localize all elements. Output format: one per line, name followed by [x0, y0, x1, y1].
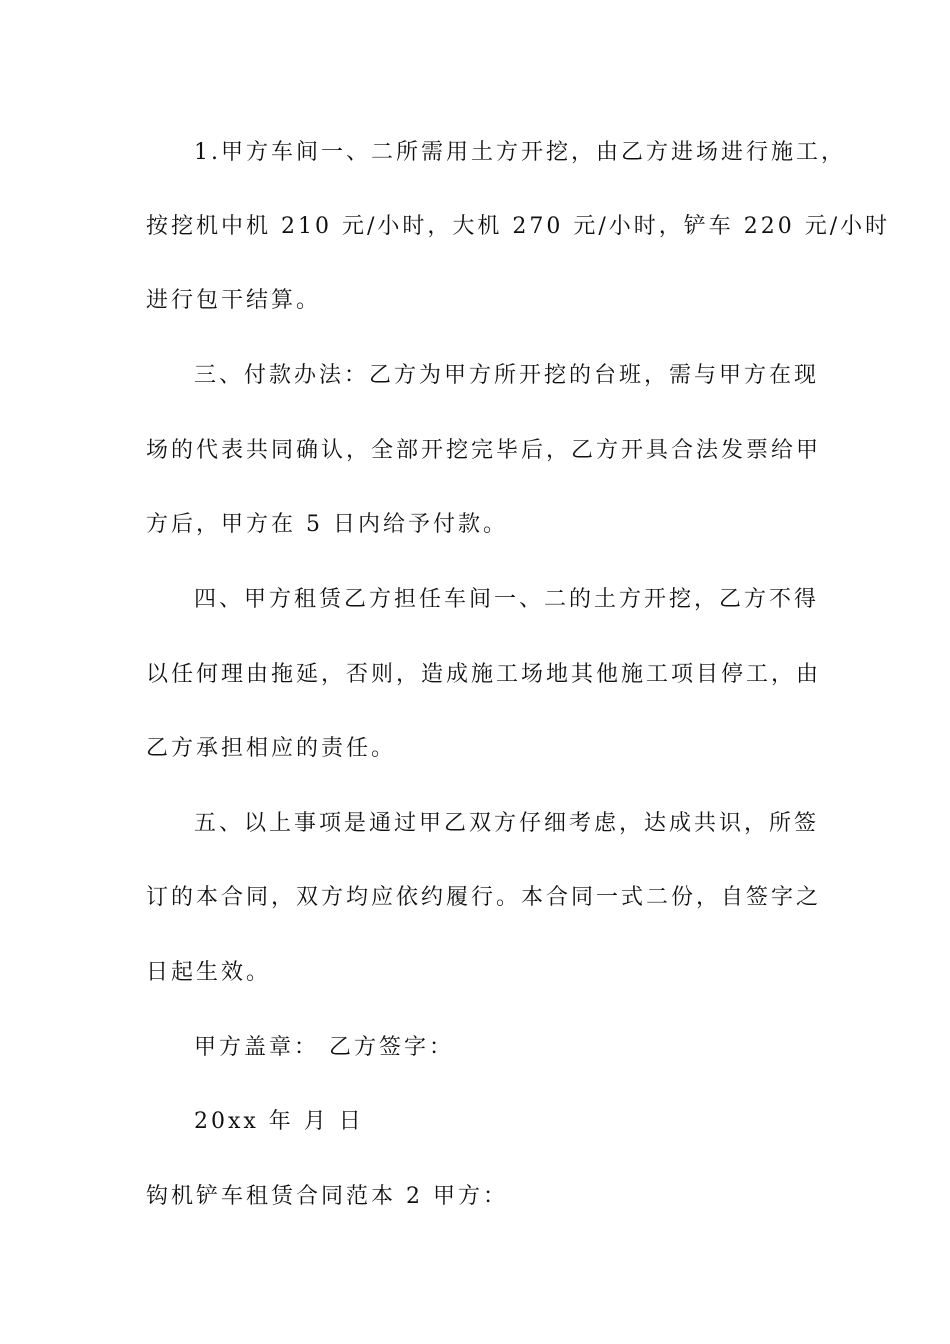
- paragraph-line-11: 订的本合同，双方均应依约履行。本合同一式二份，自签字之: [146, 885, 822, 910]
- paragraph-line-2: 按挖机中机 210 元/小时，大机 270 元/小时，铲车 220 元/小时: [146, 214, 891, 239]
- paragraph-line-6: 方后，甲方在 5 日内给予付款。: [146, 512, 508, 537]
- signature-line: 甲方盖章： 乙方签字：: [194, 1035, 454, 1060]
- paragraph-line-12: 日起生效。: [146, 960, 272, 985]
- contract-title-line: 钩机铲车租赁合同范本 2 甲方：: [146, 1184, 508, 1209]
- paragraph-line-9: 乙方承担相应的责任。: [146, 736, 397, 761]
- paragraph-line-5: 场的代表共同确认，全部开挖完毕后，乙方开具合法发票给甲: [146, 438, 822, 463]
- paragraph-line-8: 以任何理由拖延，否则，造成施工场地其他施工项目停工，由: [146, 662, 822, 687]
- paragraph-line-4: 三、付款办法：乙方为甲方所开挖的台班，需与甲方在现: [194, 363, 820, 388]
- paragraph-line-3: 进行包干结算。: [146, 288, 322, 313]
- paragraph-line-7: 四、甲方租赁乙方担任车间一、二的土方开挖，乙方不得: [194, 587, 820, 612]
- paragraph-line-1: 1.甲方车间一、二所需用土方开挖，由乙方进场进行施工，: [194, 140, 846, 165]
- date-line: 20xx 年 月 日: [194, 1109, 364, 1134]
- paragraph-line-10: 五、以上事项是通过甲乙双方仔细考虑，达成共识，所签: [194, 811, 820, 836]
